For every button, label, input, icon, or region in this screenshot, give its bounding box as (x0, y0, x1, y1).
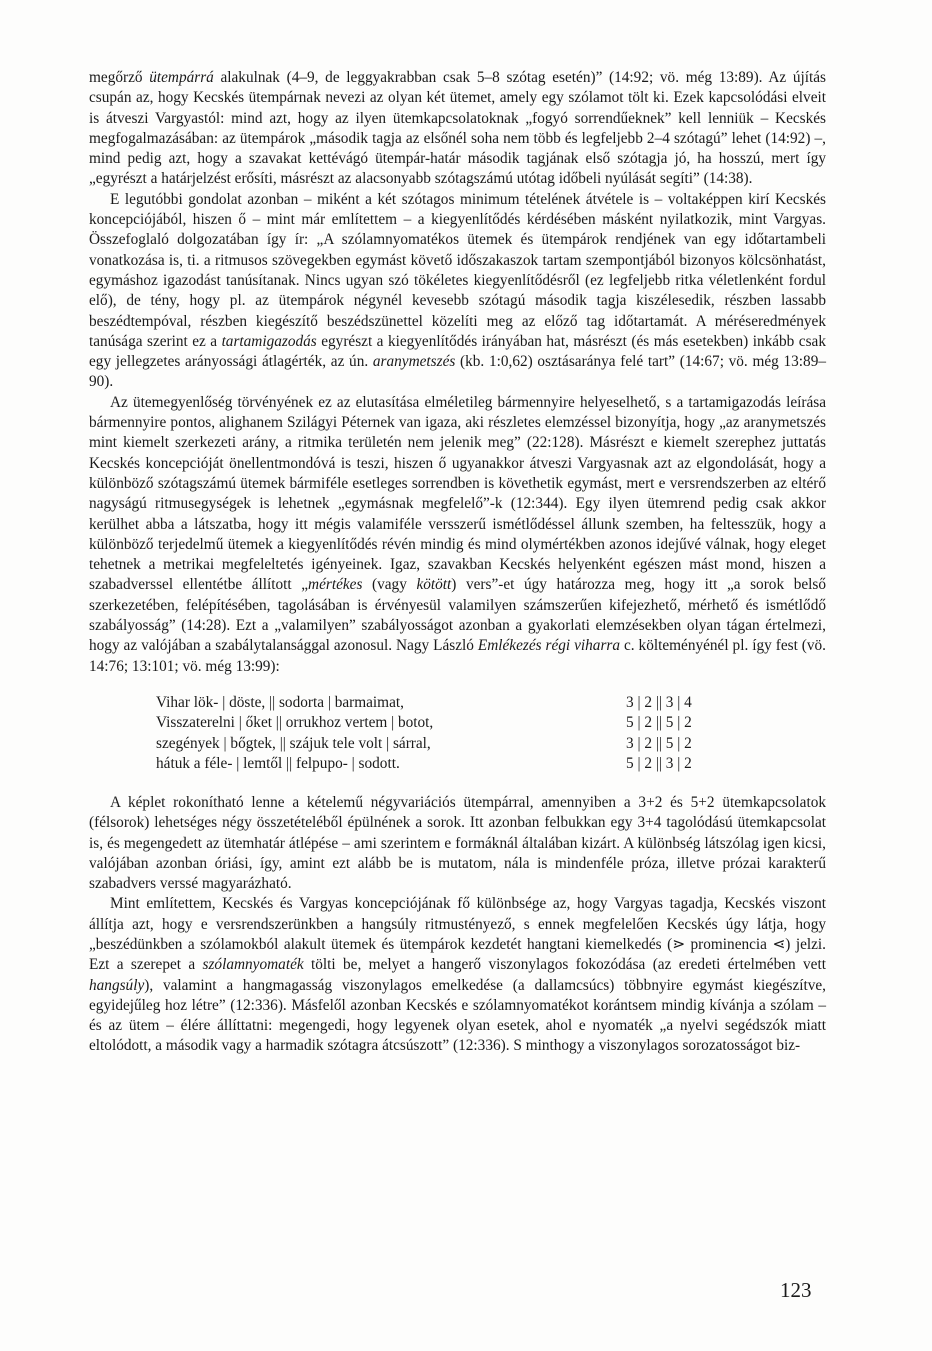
text-run: alakulnak (4–9, de leggyakrabban csak 5–8 szótag esetén)” (14:92; vö. még 13:89). Az újítás csupán az, hogy Kecskés ütempárnak nevezi az olyan két ütemet, amely egy szólamot tölt ki. Ezek kapcsolódási elveit is átveszi Vargyastól: mind azt, hogy az ilyen ütemkapcsolatoknak „fogyó sorrendűeknek” kell lenniük – Kecskés megfogalmazásában: az ütempárok „második tagja az elsőnél soha nem több és legfeljebb 2–4 szótagú” lehet (14:92) –, mind pedig azt, hogy a szavakat kettévágó ütempár-határ második tagjának első szótagja jó, ha hosszú, mert így „egyrészt a határjelzést erősíti, másrészt az alacsonyabb szótagszámú utótag időbeli nyúlását segíti” (14:38). (89, 69, 826, 188)
verse-block (156, 693, 716, 775)
verse-line (156, 693, 716, 714)
italic-phrase: szólamnyomaték (202, 956, 304, 974)
text-run: tölti be, melyet a hangerő viszonylagos fokozódása (az eredeti értelmében vett (303, 956, 826, 974)
text-run: Az ütemegyenlőség törvényének ez az elutasítása elméletileg bármennyire helyeselhető, s a tartamigazodás leírása bármennyire pontos, alighanem Szilágyi Péternek van igaza, aki részletes elemzéssel bizonyítja, hogy „az aranymetszés mint kiemelt szerkezeti arány, a ritmika területén nem jelenik meg” (22:128). Másrészt e kiemelt szerephez juttatás Kecskés koncepcióját önellentmondóvá is teszi, hiszen ő ugyanakkor átveszi Vargyasnak azt az elgondolását, hogy a különböző szótagszámú ütemek bármiféle esetleges sorrendben is követhetik egymást, mert e versrendszerben az eltérő nagyságú ritmusegységek is lehetnek „egymásnak megfelelő”-k (12:344). Egy ilyen ütemrend pedig csak akkor kerülhet abba a látszatba, hogy itt mégis valamiféle versszerű ismétlődéssel állunk szemben, ha feltesszük, hogy a különböző terjedelmű ütemek a kiegyenlítődés révén mindig és mind olymértékben azonos idejűvé válnak, hogy eleget tehetnek a metrikai megfeleltetés igényeinek. Igaz, szavakban Kecskés helyenként egészen mást mond, hiszen a szabadverssel ellentétbe állított „ (89, 393, 826, 594)
verse-syllable-counts: 5 | 2 || 5 | 2 (626, 714, 692, 732)
paragraph (89, 793, 826, 894)
text-run: E legutóbbi gondolat azonban – miként a két szótagos minimum tételének átvétele is – voltaképpen kirí Kecskés koncepciójából, hiszen ő – mint már említettem – a kiegyenlítődés kérdésében másként nyilatkozik, mint Vargyas. Összefoglaló dolgozatában így ír: „A szólamnyomatékos ütemek és ütempárok rendjének van egy időtartambeli vonatkozása is, ti. a ritmusos szövegekben egymást követő időszakaszok tartam szempontjából bizonyos kölcsönhatást, egymáshoz igazodást tanúsítanak. Nincs ugyan szó tökéletes kiegyenlítődésről (ez legfeljebb ritka véletlenként fordul elő), de tény, hogy pl. az ütempárok négynél kevesebb szótagú második tagja kiszélesedik, részben lassabb beszédtempóval, részben kiegészítő beszédszünettel közelíti meg az előző tag időtartamát. A méréseredmények tanúsága szerint ez a (89, 190, 826, 350)
text-run: megőrző (89, 69, 150, 86)
verse-line (156, 734, 716, 755)
italic-phrase: aranymetszés (372, 353, 456, 371)
verse-line (156, 754, 716, 775)
text-run: ), valamint a hangmagasság viszonylagos emelkedése (a dallamcsúcs) többnyire egymást kiegészítve, egyidejűleg hoz létre” (12:336). Másfelől azonban Kecskés e szólamnyomatékot korántsem mindig kívánja a szólam – és az ütem – élére állíttatni: megengedi, hogy legyenek olyan esetek, ahol e nyomaték „a nyelvi segédszók miatt eltolódott, a második vagy a harmadik szótagra átcsúszott” (12:336). S minthogy a viszonylagos sorozatosságot biz- (89, 976, 826, 1055)
text-run: (kb. 1:0,62) osztásaránya felé tart” (14:67; vö. még 13:89–90). (89, 353, 826, 391)
paragraphs-before (89, 68, 826, 677)
paragraph (89, 894, 826, 1056)
italic-phrase: Emlékezés régi viharra (477, 637, 621, 655)
verse-syllable-counts: 3 | 2 || 5 | 2 (626, 734, 692, 752)
text-run: (vagy (362, 576, 417, 594)
text-run: Mint említettem, Kecskés és Vargyas koncepciójának fő különbsége az, hogy Vargyas tagadja, Kecskés viszont állítja azt, hogy e versrendszerünkben a hangsúly ritmustényező, s ennek megfelelően Kecskés úgy látja, hogy „beszédünkben a szólamokból alakult ütemek és ütempárok kezdetét hangtani kiemelkedés (⋗ prominencia ⋖) jelzi. Ezt a szerepet a (89, 895, 826, 974)
italic-phrase: tartamigazodás (221, 332, 317, 350)
paragraph (89, 190, 826, 393)
text-run: egyrészt a kiegyenlítődés irányában hat, másrészt (és más esetekben) inkább csak egy jellegzetes arányossági átlagérték, az ún. (89, 332, 826, 371)
italic-phrase: hangsúly (89, 976, 145, 994)
verse-text: Vihar lök- | döste, || sodorta | barmaimat, (156, 693, 404, 711)
verse-syllable-counts: 3 | 2 || 3 | 4 (626, 693, 692, 711)
verse-text: szegények | bőgtek, || szájuk tele volt | sárral, (156, 734, 431, 752)
italic-phrase: mértékes (308, 576, 363, 594)
text-run: ) vers”-et úgy határozza meg, hogy itt „a sorok belső szerkezetében, felépítésében, tagolásában is érvényesül valamilyen számszerűen kifejezhető, mérhető és ismétlődő szabályosság” (14:28). Ezt a „valamilyen” szabályosságot azonban a gyakorlati elemzésekben olyan tágan értelmezi, hogy az valójában a szabálytalansággal azonosul. Nagy László (89, 576, 826, 655)
text-run: A képlet rokonítható lenne a kételemű négyvariációs ütempárral, amennyiben a 3+2 és 5+2 ütemkapcsolatok (félsorok) lehetséges négy összetételéből épülnének a sorok. Itt azonban felbukkan egy 3+4 tagolódású ütemkapcsolat is, és megengedett az ütemhatár átlépése – ami szerintem e formáknál általában kizárt. A különbség látszólag igen kicsi, valójában azonban óriási, így, amint ezt alább be is mutatom, nála is mindenféle próza, illetve prózai karakterű szabadvers verssé magyarázható. (89, 793, 826, 893)
verse-syllable-counts: 5 | 2 || 3 | 2 (626, 755, 692, 773)
verse-text: Visszaterelni | őket || orrukhoz vertem | botot, (156, 714, 434, 732)
italic-phrase: kötött (416, 576, 452, 594)
paragraph (89, 393, 826, 677)
paragraphs-after (89, 793, 826, 1057)
italic-phrase: ütempárrá (149, 69, 214, 86)
verse-line (156, 713, 716, 734)
body-text (89, 68, 826, 1057)
paragraph (89, 68, 826, 190)
page-number: 123 (780, 1278, 812, 1302)
text-run: c. költeményénél pl. így fest (vö. 14:76; 13:101; vö. még 13:99): (89, 637, 826, 675)
verse-text: hátuk a féle- | lemtől || felpupo- | sodott. (156, 755, 400, 773)
